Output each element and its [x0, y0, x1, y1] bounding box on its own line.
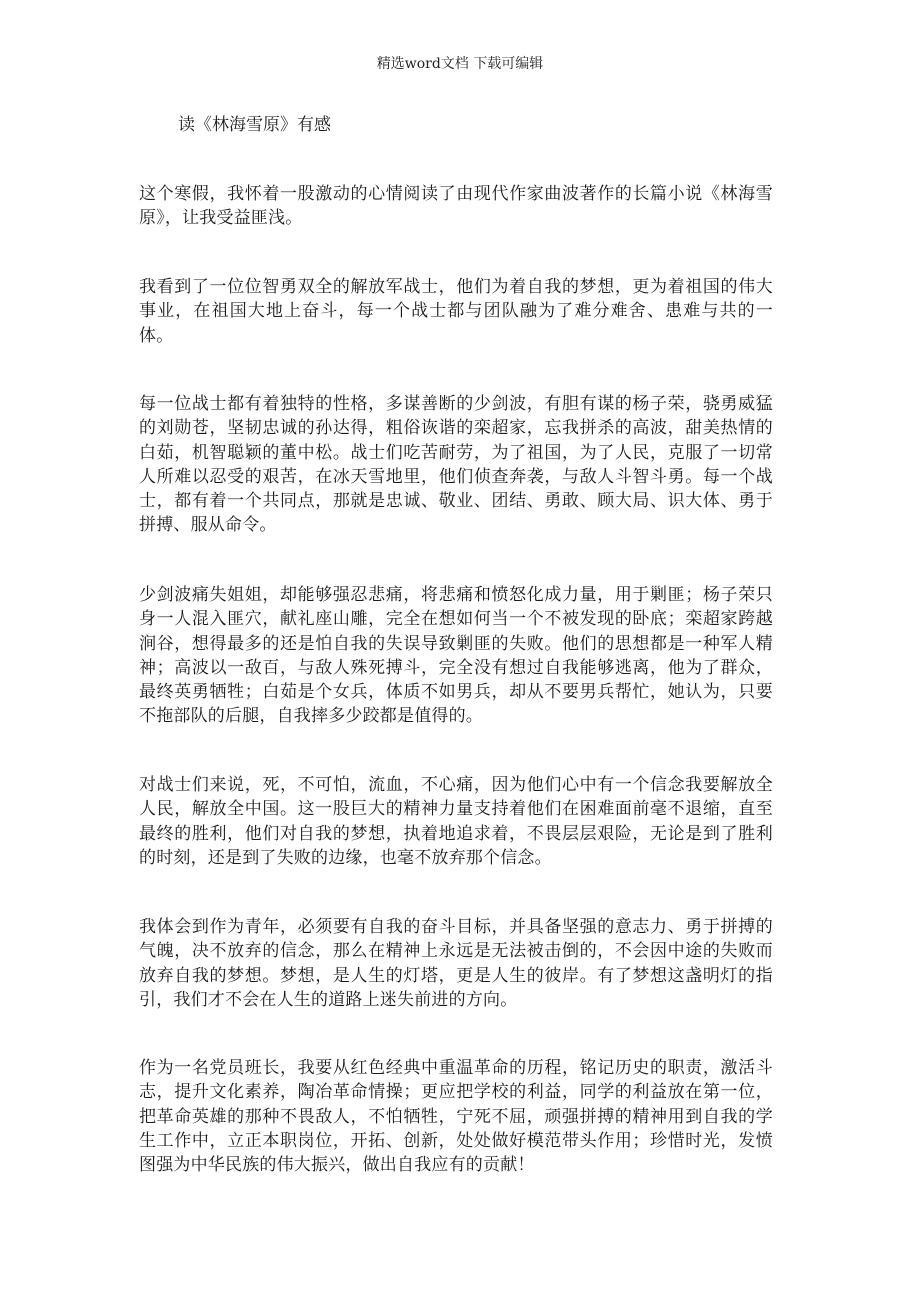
- paragraph-sacrifice: 少剑波痛失姐姐，却能够强忍悲痛，将悲痛和愤怒化成力量，用于剿匪；杨子荣只身一人混入匪穴，献礼座山雕，完全在想如何当一个不被发现的卧底；栾超家跨越涧谷，想得最多的还是怕自我的失误导致剿匪的失败。他们的思想都是一种军人精神；高波以一敌百，与敌人殊死搏斗，完全没有想过自我能够逃离，他为了群众，最终英勇牺牲；白茹是个女兵，体质不如男兵，却从不要男兵帮忙，她认为，只要不拖部队的后腿，自我摔多少跤都是值得的。: [139, 585, 773, 727]
- paragraph-belief: 对战士们来说，死，不可怕，流血，不心痛，因为他们心中有一个信念我要解放全人民，解放全中国。这一股巨大的精神力量支持着他们在困难面前毫不退缩，直至最终的胜利，他们对自我的梦想，执着地追求着，不畏层层艰险，无论是到了胜利的时刻，还是到了失败的边缘，也毫不放弃那个信念。: [139, 775, 773, 868]
- page-header: 精选word文档 下载可编辑: [376, 56, 544, 72]
- paragraph-characters: 每一位战士都有着独特的性格，多谋善断的少剑波，有胆有谋的杨子荣，骁勇威猛的刘勋苍，坚韧忠诚的孙达得，粗俗诙谐的栾超家，忘我拼杀的高波，甜美热情的白茹，机智聪颖的董中松。战士们吃苦耐劳，为了祖国，为了人民，克服了一切常人所难以忍受的艰苦，在冰天雪地里，他们侦查奔袭，与敌人斗智斗勇。每一个战士，都有着一个共同点，那就是忠诚、敬业、团结、勇敢、顾大局、识大体、勇于拼搏、服从命令。: [139, 394, 773, 536]
- paragraph-intro: 这个寒假，我怀着一股激动的心情阅读了由现代作家曲波著作的长篇小说《林海雪原》，让我受益匪浅。: [139, 184, 773, 229]
- document-title: 读《林海雪原》有感: [178, 115, 331, 135]
- paragraph-soldiers: 我看到了一位位智勇双全的解放军战士，他们为着自我的梦想，更为着祖国的伟大事业，在祖国大地上奋斗，每一个战士都与团队融为了难分难舍、患难与共的一体。: [139, 277, 773, 346]
- paragraph-reflection: 我体会到作为青年，必须要有自我的奋斗目标，并具备坚强的意志力、勇于拼搏的气魄，决不放弃的信念，那么在精神上永远是无法被击倒的，不会因中途的失败而放弃自我的梦想。梦想，是人生的灯塔，更是人生的彼岸。有了梦想这盏明灯的指引，我们才不会在人生的道路上迷失前进的方向。: [139, 917, 773, 1010]
- paragraph-conclusion: 作为一名党员班长，我要从红色经典中重温革命的历程，铭记历史的职责，激活斗志，提升文化素养，陶冶革命情操；更应把学校的利益，同学的利益放在第一位，把革命英雄的那种不畏敌人，不怕牺牲，宁死不屈，顽强拼搏的精神用到自我的学生工作中，立正本职岗位，开拓、创新，处处做好模范带头作用；珍惜时光，发愤图强为中华民族的伟大振兴，做出自我应有的贡献！: [139, 1058, 773, 1176]
